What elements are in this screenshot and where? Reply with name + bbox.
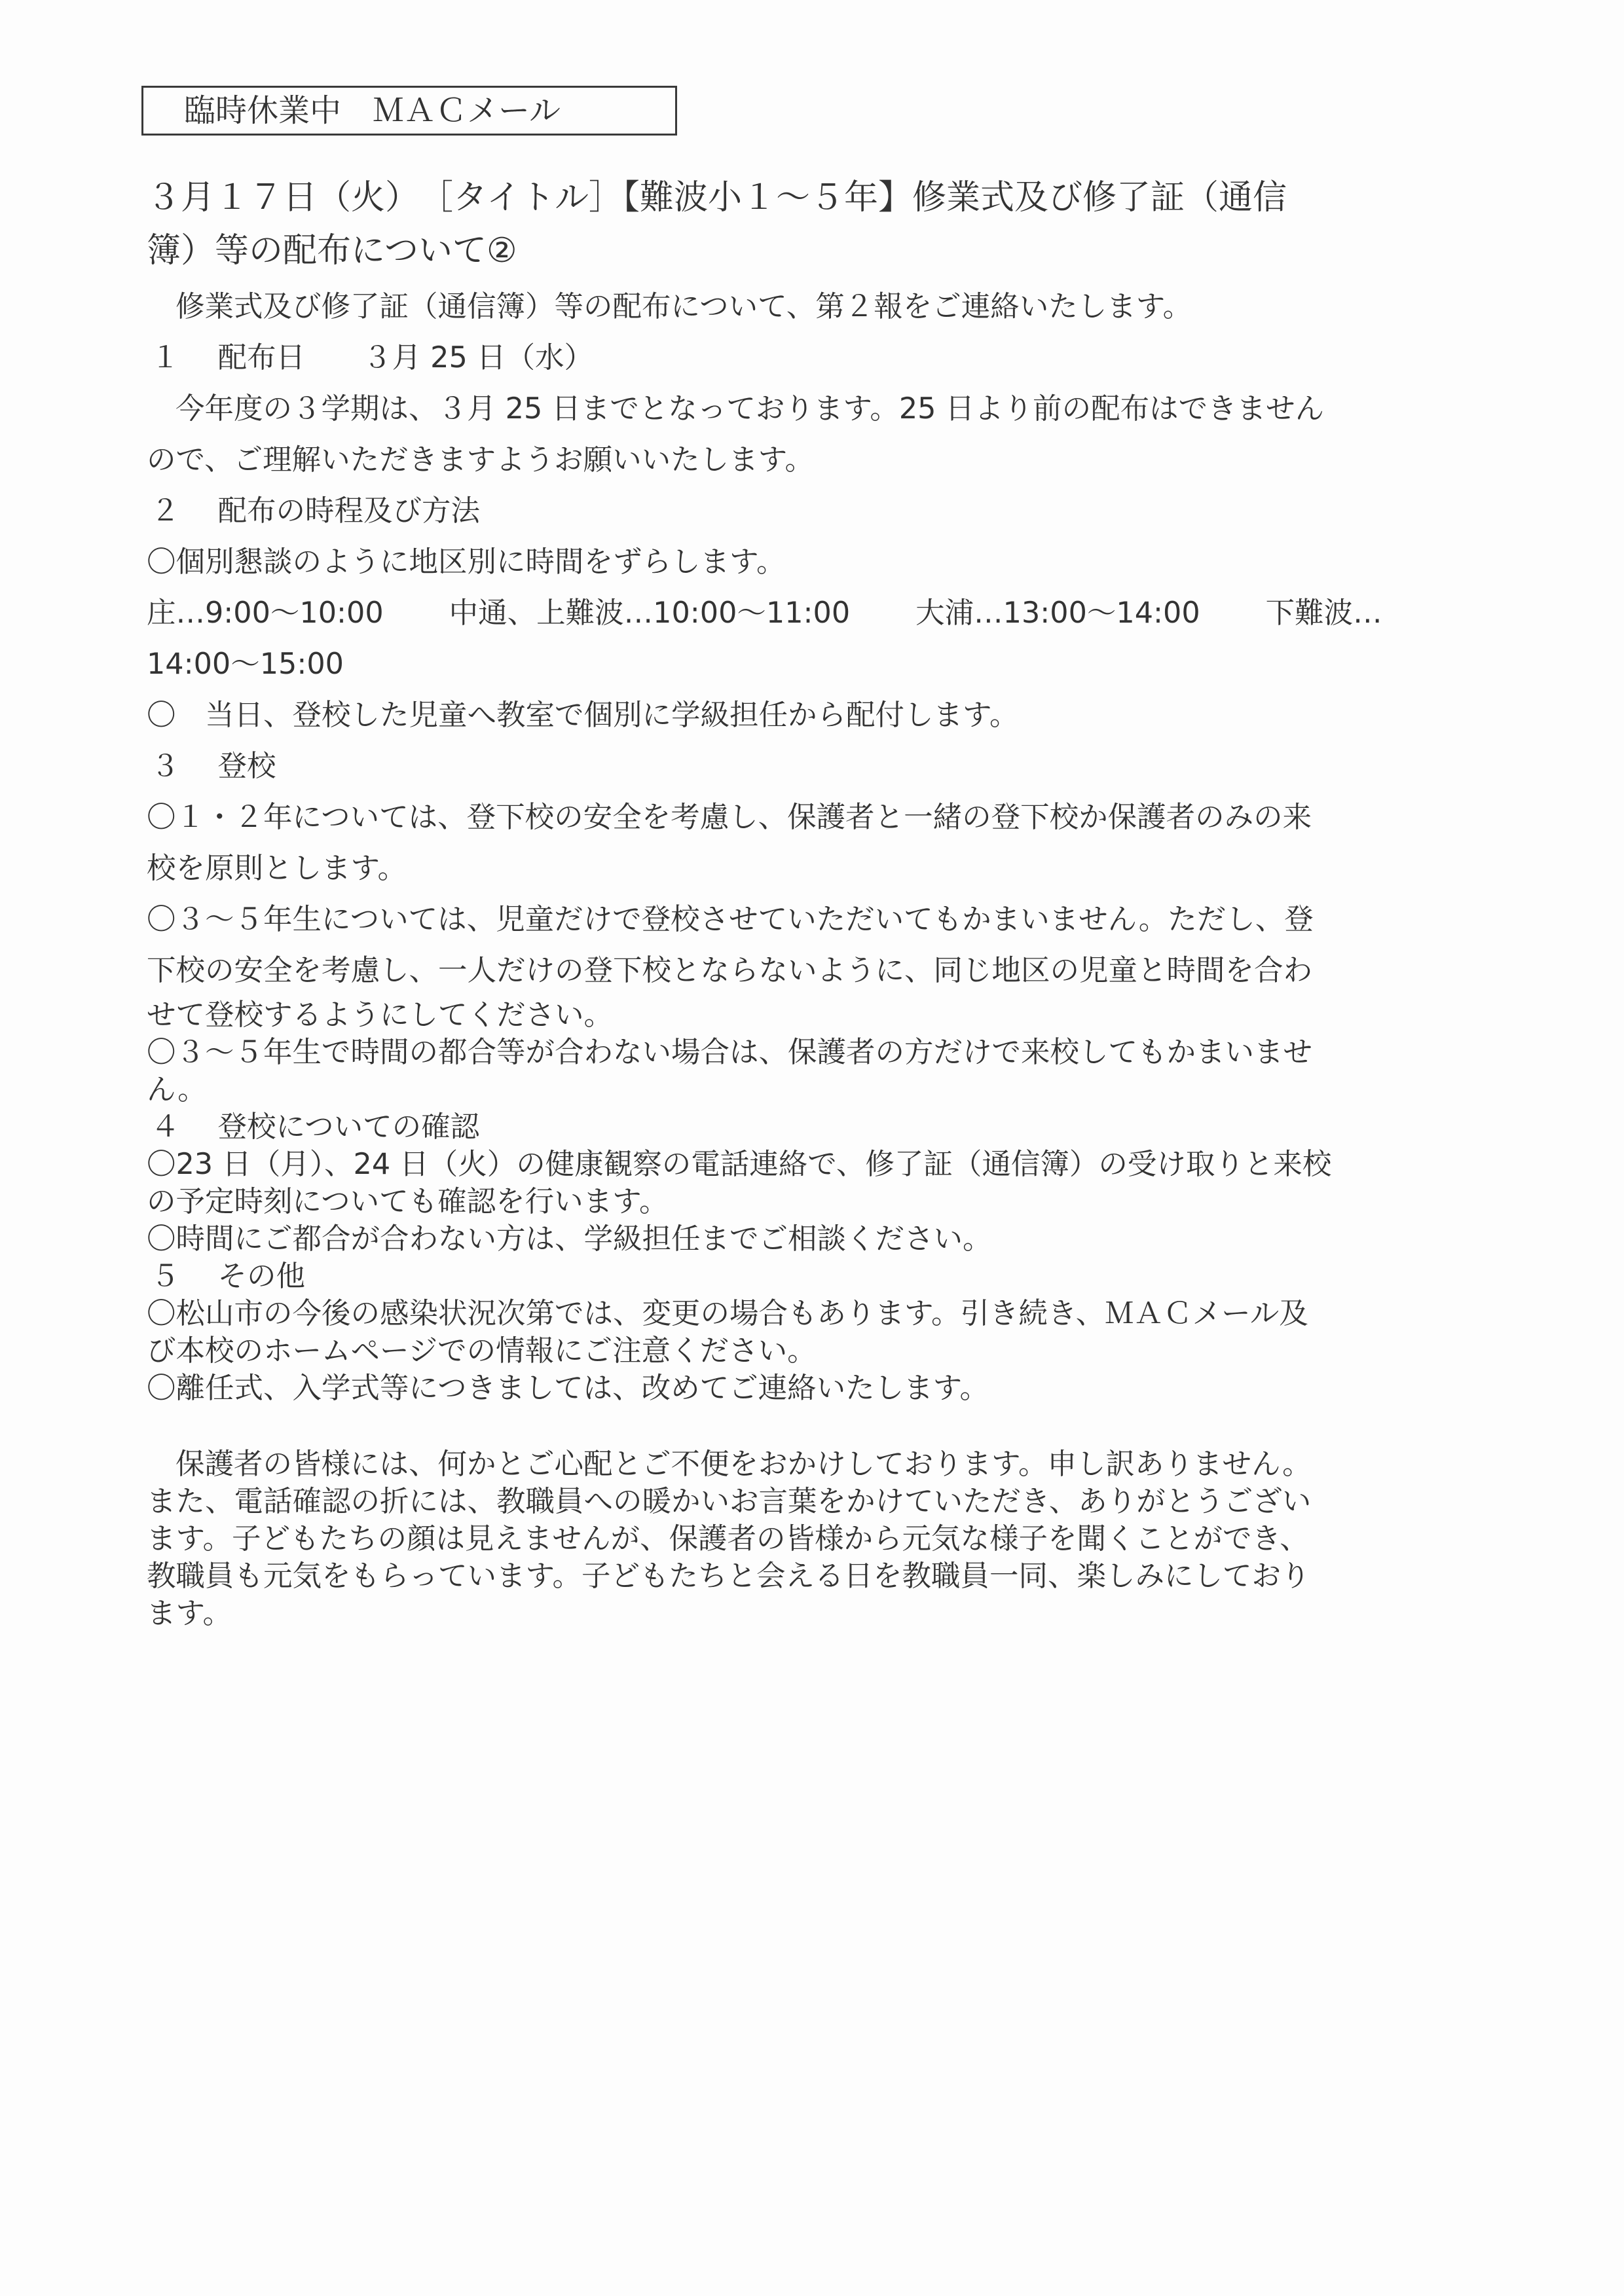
section-2-heading <box>147 486 1469 537</box>
section-3-item-2-line-3: せて登校するようにしてください。 <box>147 998 614 1032</box>
section-3-item-1-line-2: 校を原則とします。 <box>147 852 407 885</box>
section-3-item-1-line-1: 〇１・２年については、登下校の安全を考慮し、保護者と一緒の登下校か保護者のみの来 <box>147 801 1312 834</box>
section-5-heading <box>147 1258 1469 1295</box>
intro-text: 修業式及び修了証（通信簿）等の配布について、第２報をご連絡いたします。 <box>175 290 1192 323</box>
closing-message <box>147 1446 1469 1632</box>
schedule-entry: 大浦…13:00～14:00 <box>915 596 1200 630</box>
section-1-title: 配布日 <box>217 341 306 374</box>
closing-line-2: また、電話確認の折には、教職員への暖かいお言葉をかけていただき、ありがとうござい <box>147 1485 1312 1518</box>
closing-line-1: 保護者の皆様には、何かとご心配とご不便をおかけしております。申し訳ありません。 <box>175 1448 1312 1481</box>
section-5-number: ５ <box>151 1260 180 1293</box>
section-1-heading <box>147 333 1469 384</box>
schedule-line <box>147 588 1469 639</box>
closing-line-3: ます。子どもたちの顔は見えませんが、保護者の皆様から元気な様子を聞くことができ、 <box>147 1522 1309 1556</box>
section-2-item-2: 〇 当日、登校した児童へ教室で個別に学級担任から配付します。 <box>147 699 1019 732</box>
section-5-item-1-line-2: び本校のホームページでの情報にご注意ください。 <box>147 1334 817 1368</box>
section-5-item-2: 〇離任式、入学式等につきましては、改めてご連絡いたします。 <box>147 1372 989 1405</box>
section-4-item-2: 〇時間にご都合が合わない方は、学級担任までご相談ください。 <box>147 1222 992 1256</box>
section-2-number: ２ <box>151 494 180 528</box>
section-1-date: ３月 25 日（水） <box>363 341 593 374</box>
section-5-item-1-line-1: 〇松山市の今後の感染状況次第では、変更の場合もあります。引き続き、ＭＡＣメール及 <box>147 1297 1308 1330</box>
closing-line-4: 教職員も元気をもらっています。子どもたちと会える日を教職員一同、楽しみにしており <box>147 1559 1310 1593</box>
schedule-entry: 庄…9:00～10:00 <box>147 596 384 630</box>
schedule-entry: 下難波… <box>1265 596 1382 630</box>
section-3-item-2-line-1: 〇３～５年生については、児童だけで登校させていただいてもかまいません。ただし、登 <box>147 903 1314 936</box>
section-4-item-1-line-1: 〇23 日（月）、24 日（火）の健康観察の電話連絡で、修了証（通信簿）の受け取りと来校 <box>147 1148 1332 1181</box>
section-3-heading <box>147 741 1469 792</box>
section-1-text-line-1: 今年度の３学期は、３月 25 日までとなっております。25 日より前の配布はできません <box>175 392 1325 426</box>
title-line-2: 簿）等の配布について② <box>147 231 517 270</box>
header-label-box <box>141 86 677 136</box>
section-5-title: その他 <box>217 1260 306 1293</box>
section-3-title: 登校 <box>217 750 276 783</box>
closing-line-5: ます。 <box>147 1597 232 1630</box>
title-line-1: ３月１７日（火） ［タイトル］【難波小１～５年】修業式及び修了証（通信 <box>147 178 1287 217</box>
section-2-item-1: 〇個別懇談のように地区別に時間をずらします。 <box>147 545 786 579</box>
section-1-text-line-2: ので、ご理解いただきますようお願いいたします。 <box>147 443 815 477</box>
section-3-item-3-line-1: 〇３～５年生で時間の都合等が合わない場合は、保護者の方だけで来校してもかまいませ <box>147 1036 1313 1069</box>
schedule-continuation: 14:00～15:00 <box>147 647 344 681</box>
section-4-heading <box>147 1108 1469 1146</box>
section-1-number: １ <box>151 341 180 374</box>
notice-title <box>147 172 1469 278</box>
header-label: 臨時休業中 ＭＡＣメール <box>184 92 561 129</box>
section-3-item-2-line-2: 下校の安全を考慮し、一人だけの登下校とならないように、同じ地区の児童と時間を合わ <box>147 954 1313 987</box>
notice-body <box>147 282 1469 1407</box>
section-4-title: 登校についての確認 <box>217 1110 480 1144</box>
section-4-number: ４ <box>151 1110 180 1144</box>
section-2-title: 配布の時程及び方法 <box>217 494 481 528</box>
schedule-entry: 中通、上難波…10:00～11:00 <box>449 596 851 630</box>
section-3-item-3-line-2: ん。 <box>147 1073 207 1106</box>
section-3-number: ３ <box>151 750 180 783</box>
section-4-item-1-line-2: の予定時刻についても確認を行います。 <box>147 1185 669 1218</box>
